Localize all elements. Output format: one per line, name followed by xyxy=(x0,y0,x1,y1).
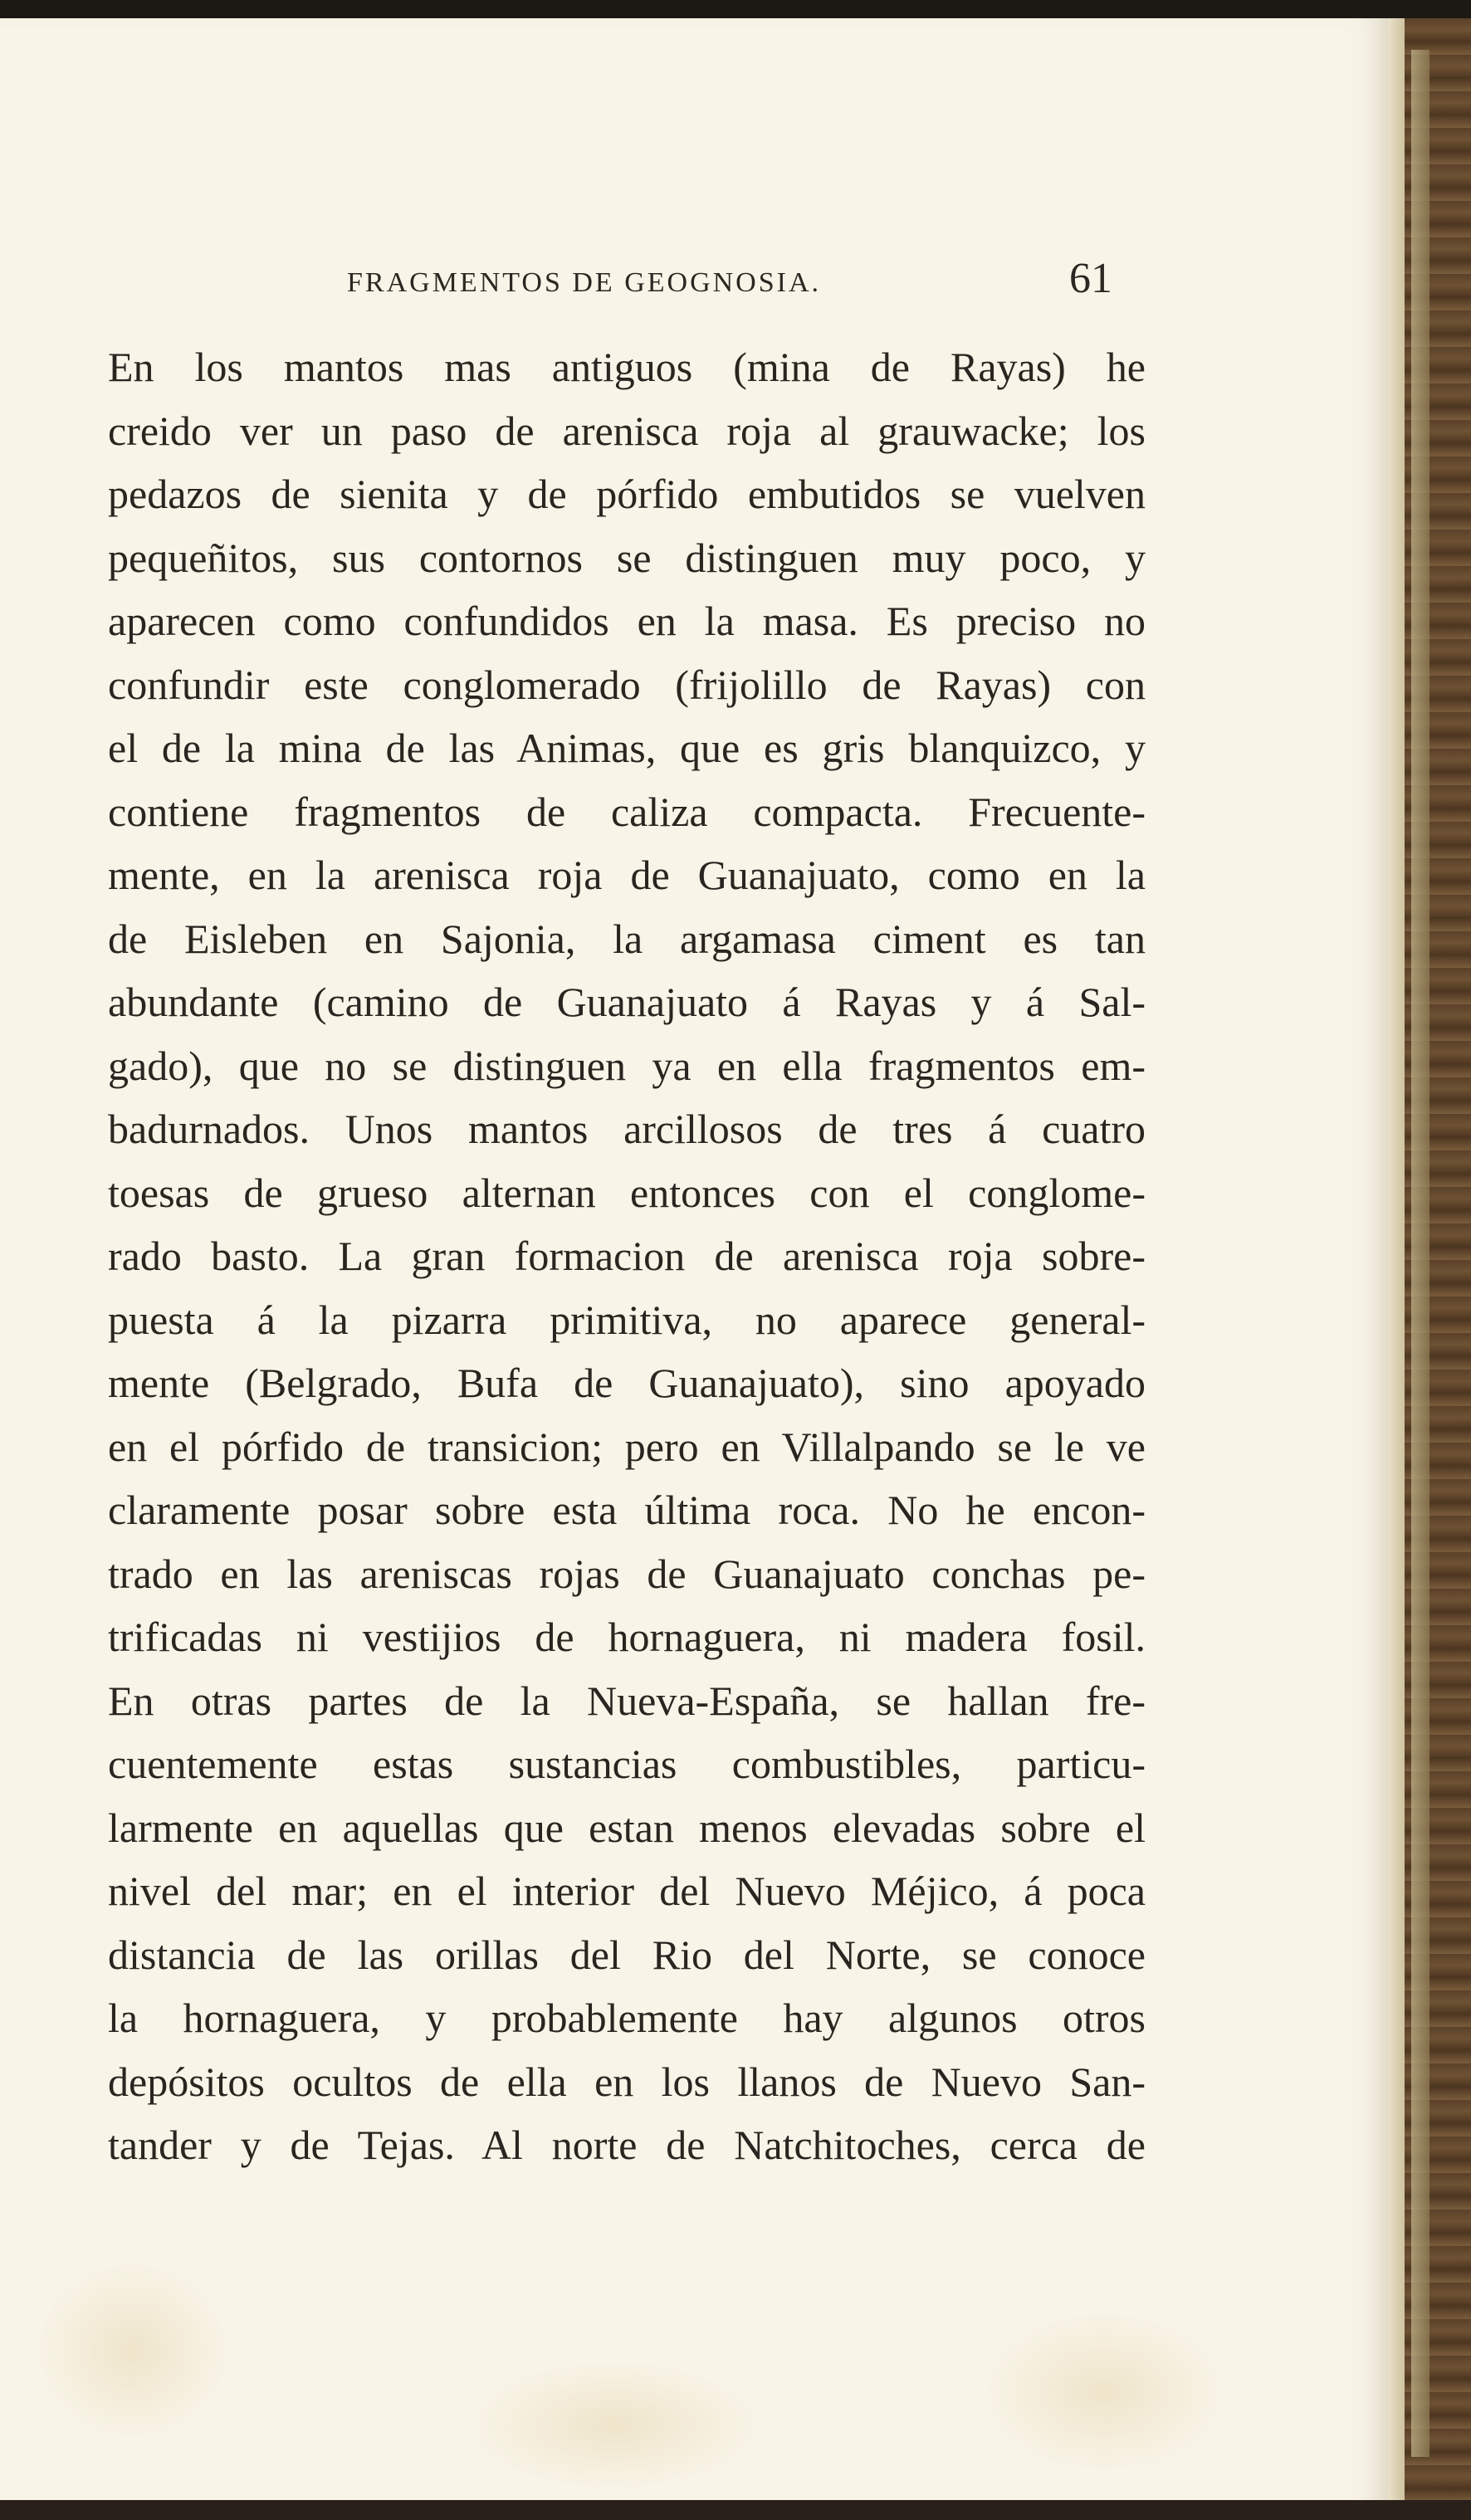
text-line: toesas de grueso alternan entonces con el conglome- xyxy=(108,1169,1146,1216)
text-line: tander y de Tejas. Al norte de Natchitoches, cerca de xyxy=(108,2122,1146,2168)
running-head: FRAGMENTOS DE GEOGNOSIA. xyxy=(347,267,822,298)
text-line: pequeñitos, sus contornos se distinguen muy poco, y xyxy=(108,534,1146,581)
text-line: de Eisleben en Sajonia, la argamasa ciment es tan xyxy=(108,915,1146,962)
text-line: trado en las areniscas rojas de Guanajuato conchas pe- xyxy=(108,1550,1146,1597)
text-line: claramente posar sobre esta última roca. No he encon- xyxy=(108,1487,1146,1533)
text-line: gado), que no se distinguen ya en ella fragmentos em- xyxy=(108,1042,1146,1089)
text-line: nivel del mar; en el interior del Nuevo Méjico, á poca xyxy=(108,1868,1146,1914)
text-line: el de la mina de las Animas, que es gris blanquizco, y xyxy=(108,725,1146,771)
text-line: puesta á la pizarra primitiva, no aparece general- xyxy=(108,1296,1146,1343)
text-line: mente (Belgrado, Bufa de Guanajuato), sino apoyado xyxy=(108,1360,1146,1406)
page-stack xyxy=(1411,50,1429,2457)
page-edge xyxy=(1388,18,1405,2503)
scan-bottom-border xyxy=(0,2500,1471,2520)
text-line: pedazos de sienita y de pórfido embutidos se vuelven xyxy=(108,471,1146,517)
paper-stain xyxy=(980,2309,1229,2475)
body-text xyxy=(108,335,1146,2177)
text-line: creido ver un paso de arenisca roja al grauwacke; los xyxy=(108,407,1146,454)
text-line: trificadas ni vestijios de hornaguera, ni madera fosil. xyxy=(108,1614,1146,1660)
text-line: mente, en la arenisca roja de Guanajuato, como en la xyxy=(108,852,1146,898)
text-line: En otras partes de la Nueva-España, se hallan fre- xyxy=(108,1677,1146,1724)
text-line: confundir este conglomerado (frijolillo de Rayas) con xyxy=(108,661,1146,708)
text-line: En los mantos mas antiguos (mina de Rayas) he xyxy=(108,344,1146,390)
paper-stain xyxy=(465,2359,764,2492)
text-line: depósitos ocultos de ella en los llanos de Nuevo San- xyxy=(108,2058,1146,2105)
text-line: abundante (camino de Guanajuato á Rayas y á Sal- xyxy=(108,979,1146,1025)
text-line: la hornaguera, y probablemente hay algunos otros xyxy=(108,1995,1146,2041)
text-line: rado basto. La gran formacion de arenisca roja sobre- xyxy=(108,1233,1146,1279)
text-line: distancia de las orillas del Rio del Norte, se conoce xyxy=(108,1931,1146,1978)
text-line: larmente en aquellas que estan menos elevadas sobre el xyxy=(108,1804,1146,1851)
text-line: badurnados. Unos mantos arcillosos de tres á cuatro xyxy=(108,1106,1146,1152)
text-line: aparecen como confundidos en la masa. Es preciso no xyxy=(108,598,1146,644)
text-line: en el pórfido de transicion; pero en Villalpando se le ve xyxy=(108,1423,1146,1470)
paper-stain xyxy=(33,2259,232,2442)
text-line: cuentemente estas sustancias combustibles, particu- xyxy=(108,1741,1146,1787)
text-line: contiene fragmentos de caliza compacta. Frecuente- xyxy=(108,788,1146,835)
page-number: 61 xyxy=(1069,255,1112,302)
